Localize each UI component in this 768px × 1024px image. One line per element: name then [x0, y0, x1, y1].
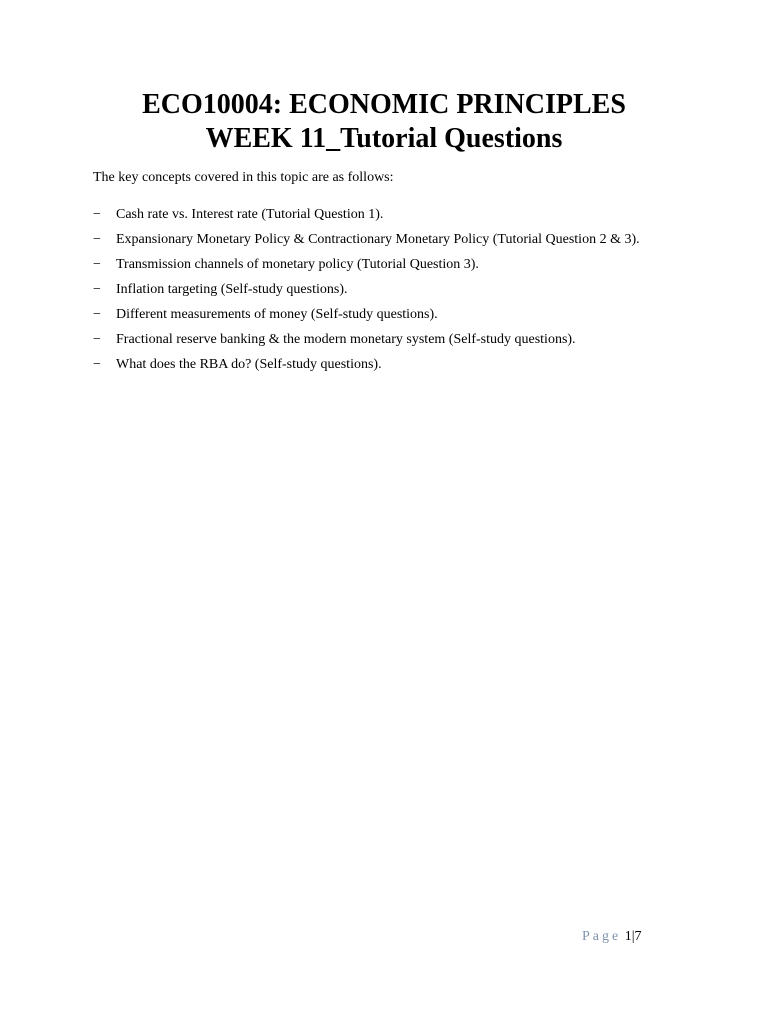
intro-text: The key concepts covered in this topic are as follows: — [93, 170, 394, 185]
list-item-text: Fractional reserve banking & the modern monetary system (Self-study questions). — [116, 332, 576, 347]
bullet-dash: − — [93, 307, 101, 322]
bullet-dash: − — [93, 282, 101, 297]
list-item-text: Cash rate vs. Interest rate (Tutorial Question 1). — [116, 207, 384, 222]
bullet-dash: − — [93, 207, 101, 222]
page-total: 7 — [634, 929, 642, 944]
page-footer — [582, 928, 642, 946]
list-item — [93, 327, 693, 352]
list-item — [93, 252, 693, 277]
page-separator: | — [631, 929, 635, 944]
list-item-text: Transmission channels of monetary policy (Tutorial Question 3). — [116, 257, 479, 272]
list-item — [93, 202, 693, 227]
bullet-dash: − — [93, 232, 101, 247]
page-label: Page — [582, 929, 622, 944]
bullet-dash: − — [93, 257, 101, 272]
list-item-text: Different measurements of money (Self-study questions). — [116, 307, 438, 322]
document-subtitle: WEEK 11_Tutorial Questions — [205, 123, 563, 154]
list-item — [93, 277, 693, 302]
list-item — [93, 227, 693, 252]
list-item-text: What does the RBA do? (Self-study questions). — [116, 357, 382, 372]
bullet-dash: − — [93, 332, 101, 347]
page-number: 1 — [624, 929, 632, 944]
list-item — [93, 302, 693, 327]
list-item-text: Inflation targeting (Self-study questions). — [116, 282, 348, 297]
document-title: ECO10004: ECONOMIC PRINCIPLES — [142, 89, 626, 120]
bullet-dash: − — [93, 357, 101, 372]
list-item-text: Expansionary Monetary Policy & Contractionary Monetary Policy (Tutorial Question 2 & 3). — [116, 232, 640, 247]
concept-list — [93, 202, 693, 377]
list-item — [93, 352, 693, 377]
